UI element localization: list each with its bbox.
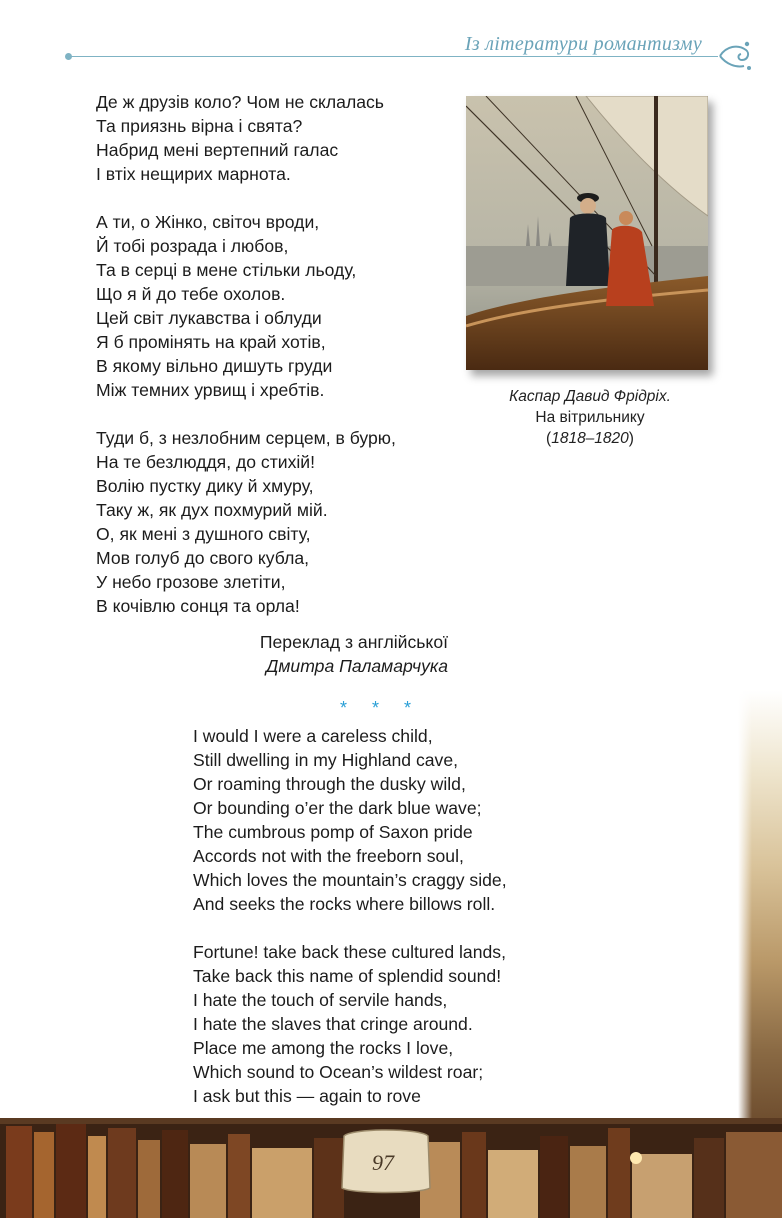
ua-stanza-1 xyxy=(96,90,384,186)
poem-line: Волію пустку дику й хмуру, xyxy=(96,476,314,496)
ua-stanza-2 xyxy=(96,210,356,402)
caption-title: На вітрильнику xyxy=(535,409,645,426)
poem-line: Туди б, з незлобним серцем, в бурю, xyxy=(96,428,396,448)
poem-line: А ти, о Жінко, світоч вроди, xyxy=(96,212,320,232)
poem-line: Fortune! take back these cultured lands, xyxy=(193,942,506,962)
poem-line: And seeks the rocks where billows roll. xyxy=(193,894,496,914)
poem-line: Which loves the mountain’s craggy side, xyxy=(193,870,507,890)
poem-line: І втіх нещирих марнота. xyxy=(96,164,291,184)
side-decoration-image xyxy=(738,690,782,1130)
poem-line: Набрид мені вертепний галас xyxy=(96,140,339,160)
ua-stanza-3 xyxy=(96,426,396,618)
poem-line: Take back this name of splendid sound! xyxy=(193,966,502,986)
poem-line: Що я й до тебе охолов. xyxy=(96,284,286,304)
poem-line: Or bounding o’er the dark blue wave; xyxy=(193,798,482,818)
translation-credit xyxy=(260,630,448,678)
poem-line: The cumbrous pomp of Saxon pride xyxy=(193,822,473,842)
poem-line: Мов голуб до свого кубла, xyxy=(96,548,310,568)
running-head: Із літератури романтизму xyxy=(464,33,702,55)
poem-line: На те безлюддя, до стихій! xyxy=(96,452,316,472)
poem-line: О, як мені з душного світу, xyxy=(96,524,311,544)
poem-line: Де ж друзів коло? Чом не склалась xyxy=(96,92,384,112)
poem-line: Цей світ лукавства і облуди xyxy=(96,308,322,328)
en-stanza-1 xyxy=(193,724,507,916)
poem-line: Place me among the rocks I love, xyxy=(193,1038,454,1058)
caption-years-value: 1818–1820 xyxy=(551,430,629,447)
translator-name: Дмитра Паламарчука xyxy=(265,656,448,676)
poem-line: Accords not with the freeborn soul, xyxy=(193,846,464,866)
poem-line: Я б промінять на край хотів, xyxy=(96,332,326,352)
poem-line: В якому вільно дишуть груди xyxy=(96,356,333,376)
poem-line: Та приязнь вірна і свята? xyxy=(96,116,303,136)
caption-years xyxy=(470,428,710,449)
header-rule xyxy=(68,56,718,57)
poem-line: I would I were a careless child, xyxy=(193,726,433,746)
poem-line: Still dwelling in my Highland cave, xyxy=(193,750,459,770)
flourish-icon xyxy=(716,38,752,72)
translation-label: Переклад з англійської xyxy=(259,632,448,652)
page-number: 97 xyxy=(372,1150,394,1175)
section-separator: * * * xyxy=(340,698,422,718)
poem-line: У небо грозове злетіти, xyxy=(96,572,286,592)
poem-line: I ask but this — again to rove xyxy=(193,1086,421,1106)
poem-line: Or roaming through the dusky wild, xyxy=(193,774,466,794)
poem-line: Та в серці в мене стільки льоду, xyxy=(96,260,357,280)
poem-line: Which sound to Ocean’s wildest roar; xyxy=(193,1062,484,1082)
poem-line: В кочівлю сонця та орла! xyxy=(96,596,300,616)
painting-image xyxy=(466,96,708,370)
poem-line: Таку ж, як дух похмурий мій. xyxy=(96,500,328,520)
poem-line: I hate the slaves that cringe around. xyxy=(193,1014,473,1034)
poem-line: Між темних урвищ і хребтів. xyxy=(96,380,325,400)
poem-line: I hate the touch of servile hands, xyxy=(193,990,448,1010)
en-stanza-2 xyxy=(193,940,506,1108)
poem-line: Й тобі розрада і любов, xyxy=(96,236,289,256)
painting-caption xyxy=(470,386,710,449)
caption-paren: ) xyxy=(628,430,634,447)
caption-paren: ( xyxy=(546,430,552,447)
caption-artist: Каспар Давид Фрідріх. xyxy=(509,388,671,405)
